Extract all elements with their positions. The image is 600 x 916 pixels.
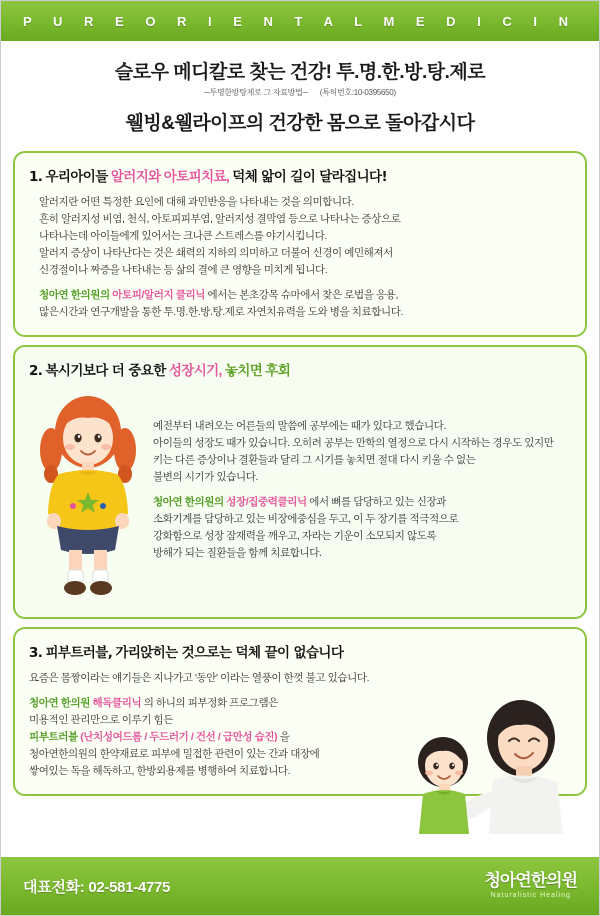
section-2-content [29, 388, 571, 603]
section-2-highlight-1 [153, 494, 571, 510]
section-3-content [29, 670, 571, 779]
section-2-highlight-4: 방해가 되는 질환들을 함께 치료합니다. [153, 547, 322, 559]
section-3-highlight-5: 쌓여있는 독을 해독하고, 한방외용제를 병행하여 치료합니다. [29, 765, 291, 777]
headline-block [1, 41, 599, 143]
section-3-highlight-2: 미용적인 관리만으로 이루기 힘든 [29, 714, 173, 726]
section-2-line-2: 아이들의 성장도 때가 있습니다. 오히려 공부는 만학의 열정으로 다시 시작하는 경우도 있지만 [153, 437, 554, 449]
section-3-title-rest: 가리앉히는 것으로는 덕체 끝이 없습니다 [115, 645, 344, 661]
section-2-title-plain: 복시기보다 더 중요한 [45, 363, 166, 379]
section-2-body [147, 388, 571, 603]
section-1-line-1: 알러지란 어떤 특정한 요인에 대해 과민반응을 나타내는 것을 의미합니다. [39, 196, 354, 208]
disclaimer-left: ─투명한방탕제로 그 자료방법─ [204, 88, 308, 97]
section-2-number: 2. [29, 363, 43, 379]
section-2-gap [153, 486, 571, 494]
section-2-clinic-name: 청아연 한의원의 [153, 496, 224, 508]
section-card-allergy [13, 151, 587, 337]
headline-line2: 웰빙&웰라이프의 건강한 몸으로 돌아갑시다 [125, 113, 475, 134]
footer-phone[interactable]: 대표전화: 02-581-4775 [23, 878, 171, 896]
section-3-highlight-1-rest: 의 하니의 피부정화 프로그램은 [143, 697, 278, 709]
headline-line1: 슬로우 메디칼로 찾는 건강! 투.명.한.방.탕.제로 [114, 62, 486, 83]
section-3-skin-label: 피부트러블 [29, 731, 78, 743]
section-1-line-4: 알러지 증상이 나타난다는 것은 쇄력의 지하의 의미하고 더불어 신경이 예민해져서 [39, 247, 393, 259]
girl-illustration-svg [29, 388, 147, 603]
section-1-clinic-type: 아토피/알러지 클리닉 [112, 289, 205, 301]
section-1-title-rest: 덕체 앎이 길이 달라집니다! [232, 169, 388, 185]
girl-illustration [29, 388, 147, 603]
section-3-title-plain: 피부트러블, [45, 645, 113, 661]
footer-logo [484, 872, 577, 899]
section-1-gap [39, 279, 571, 287]
section-1-line-3: 나타나는데 아이들에게 있어서는 크나큰 스트레스를 야기시킵니다. [39, 230, 327, 242]
section-2-line-4: 불변의 시기가 있습니다. [153, 471, 258, 483]
headline-disclaimer [15, 87, 585, 98]
section-3-number: 3. [29, 645, 43, 661]
footer-logo-korean: 청아연한의원 [484, 871, 577, 891]
section-2-title-pink: 성장시기, [168, 363, 222, 378]
section-2-line-3: 키는 다른 증상이나 결환들과 달리 그 시기를 놓치면 절대 다시 키울 수 없는 [153, 454, 476, 466]
footer-bar [1, 857, 599, 915]
section-3-title [29, 641, 571, 661]
section-3-highlight-4: 청아연한의원의 한약재료로 피부에 밀접한 관련이 있는 간과 대장에 [29, 748, 320, 760]
section-1-line-2: 흔히 알러지성 비염, 천식, 아토피피부염, 알러지성 결막염 등으로 나타나는 증상으로 [39, 213, 401, 225]
section-2-title-rest: 놓치면 후회 [224, 363, 291, 378]
section-2-line-1: 예전부터 내려오는 어른들의 말씀에 공부에는 때가 있다고 했습니다. [153, 420, 446, 432]
section-1-highlight-2: 많은시간과 연구개발을 통한 투.명.한.방.탕.제로 자연치유력을 도와 병을 치료합니다. [39, 306, 403, 318]
section-card-growth [13, 345, 587, 619]
section-3-body [29, 670, 571, 779]
section-2-highlight-2: 소화기계를 담당하고 있는 비장에중심을 두고, 이 두 장기를 적극적으로 [153, 513, 459, 525]
section-2-highlight-3: 강화함으로 성장 잠재력을 깨우고, 자라는 기운이 소모되지 않도록 [153, 530, 437, 542]
section-3-line-1: 요즘은 몸짱이라는 얘기들은 지나가고 '동안' 이라는 열풍이 한껏 불고 있습니다. [29, 672, 370, 684]
section-3-highlight-1 [29, 695, 571, 711]
section-1-title-plain: 우리아이들 [45, 169, 108, 185]
section-1-title-pink: 알러지와 아토피치료, [110, 169, 230, 184]
section-1-highlight-1 [39, 287, 571, 303]
section-3-gap [29, 687, 571, 695]
section-3-skin-line [29, 729, 571, 745]
section-3-skin-tags-suffix: 을 [279, 731, 290, 743]
section-2-clinic-type: 성장/집중력클리닉 [226, 496, 307, 508]
section-3-clinic-name: 청아연 한의원 [29, 697, 90, 709]
section-3-clinic-type: 해독클리닉 [92, 697, 142, 709]
section-1-line-5: 신경절이나 짜증을 나타내는 등 삶의 결에 큰 영향을 미치게 됩니다. [39, 264, 328, 276]
section-1-highlight-1-rest: 에서는 본초강목 슈마에서 찾은 로법을 응용, [207, 289, 398, 301]
section-1-clinic-name: 청아연 한의원의 [39, 289, 110, 301]
section-card-skin [13, 627, 587, 796]
section-3-skin-tags: (난치성여드름 / 두드러기 / 건선 / 급만성 습진) [80, 731, 278, 743]
section-1-title [29, 165, 571, 185]
top-banner [1, 1, 599, 41]
footer-logo-english: Naturalistic Healing [490, 892, 571, 899]
section-1-number: 1. [29, 169, 43, 185]
section-1-body [29, 194, 571, 320]
section-2-title [29, 359, 571, 379]
section-2-highlight-1-rest: 에서 뼈를 담당하고 있는 신장과 [309, 496, 446, 508]
top-banner-text: P U R E O R I E N T A L M E D I C I N [22, 13, 578, 29]
disclaimer-right: (특허번호:10-0395650) [319, 88, 396, 97]
